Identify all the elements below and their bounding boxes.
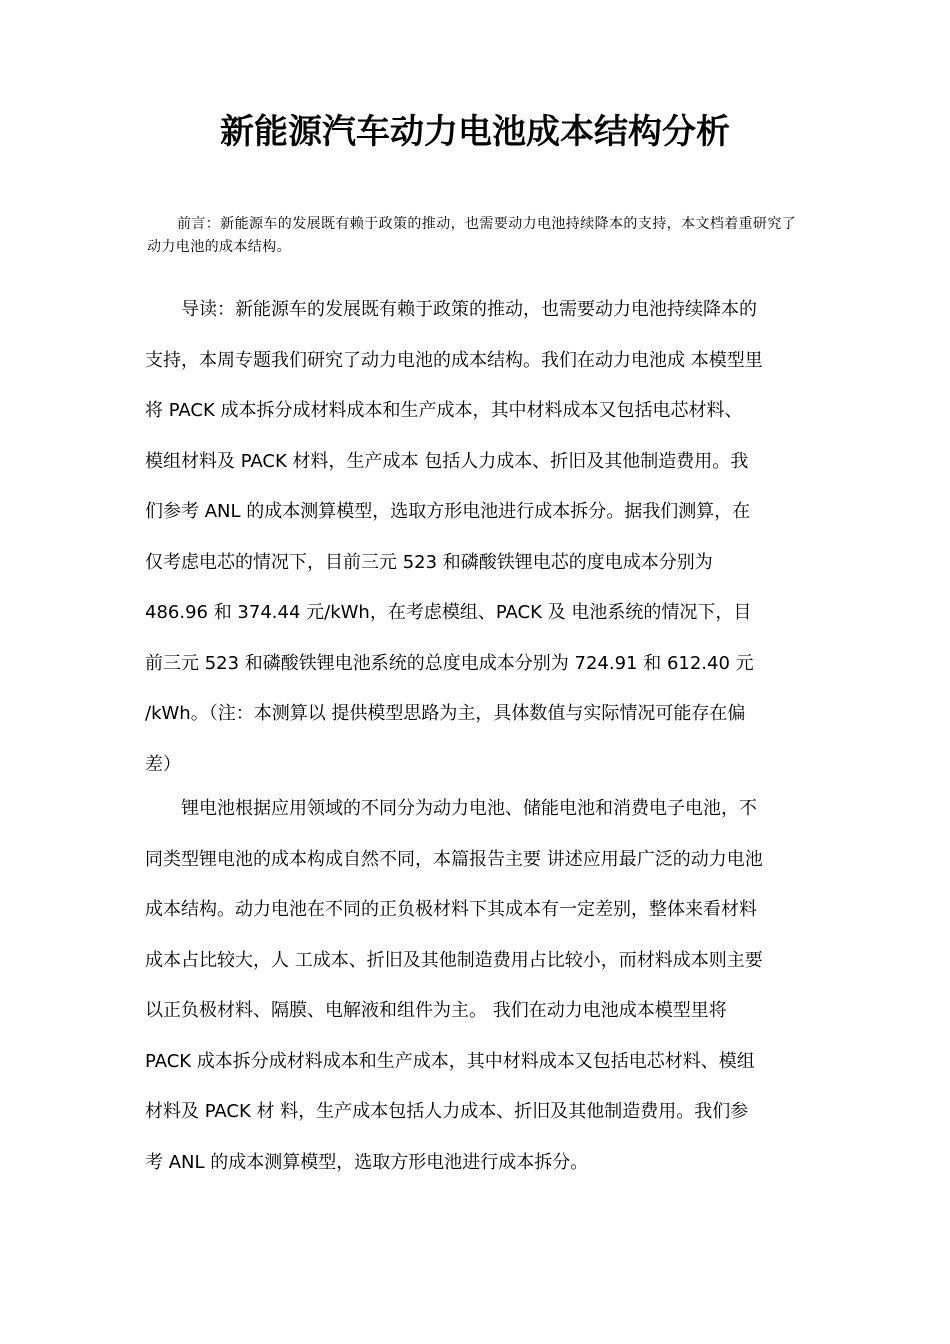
paragraph-1-line: /kWh。（注：本测算以 提供模型思路为主，具体数值与实际情况可能存在偏	[145, 703, 746, 724]
paragraph-2-line: 锂电池根据应用领域的不同分为动力电池、储能电池和消费电子电池，不	[181, 798, 757, 819]
preface-text: 前言：新能源车的发展既有赖于政策的推动，也需要动力电池持续降本的支持，本文档着重研究了动力电池的成本结构。	[147, 216, 797, 255]
paragraph-2-line: 材料及 PACK 材 料，生产成本包括人力成本、折旧及其他制造费用。我们参	[145, 1101, 749, 1122]
paragraph-1-line: 支持，本周专题我们研究了动力电池的成本结构。我们在动力电池成 本模型里	[145, 349, 763, 371]
paragraph-1-line: 前三元 523 和磷酸铁锂电池系统的总度电成本分别为 724.91 和 612.40 元	[145, 652, 754, 674]
paragraph-2	[145, 784, 811, 1188]
paragraph-1-line: 导读：新能源车的发展既有赖于政策的推动，也需要动力电池持续降本的	[181, 299, 757, 320]
paragraph-2-line: 同类型锂电池的成本构成自然不同，本篇报告主要 讲述应用最广泛的动力电池	[145, 848, 763, 870]
paragraph-2-line: PACK 成本拆分成材料成本和生产成本，其中材料成本又包括电芯材料、模组	[145, 1050, 755, 1072]
paragraph-1-line: 差）	[145, 753, 181, 775]
paragraph-1	[145, 285, 811, 790]
paragraph-2-line: 以正负极材料、隔膜、电解液和组件为主。 我们在动力电池成本模型里将	[145, 1000, 727, 1021]
paragraph-1-line: 将 PACK 成本拆分成材料成本和生产成本，其中材料成本又包括电芯材料、	[145, 400, 743, 421]
paragraph-1-line: 们参考 ANL 的成本测算模型，选取方形电池进行成本拆分。据我们测算，在	[145, 501, 751, 522]
paragraph-1-line: 486.96 和 374.44 元/kWh，在考虑模组、PACK 及 电池系统的情况下，目	[145, 602, 752, 623]
paragraph-1-line: 模组材料及 PACK 材料，生产成本 包括人力成本、折旧及其他制造费用。我	[145, 450, 749, 472]
document-title: 新能源汽车动力电池成本结构分析	[220, 112, 730, 152]
paragraph-2-line: 成本占比较大，人 工成本、折旧及其他制造费用占比较小，而材料成本则主要	[145, 949, 763, 971]
paragraph-2-line: 考 ANL 的成本测算模型，选取方形电池进行成本拆分。	[145, 1151, 589, 1173]
paragraph-2-line: 成本结构。动力电池在不同的正负极材料下其成本有一定差别，整体来看材料	[145, 899, 757, 920]
paragraph-1-line: 仅考虑电芯的情况下，目前三元 523 和磷酸铁锂电芯的度电成本分别为	[145, 551, 713, 573]
